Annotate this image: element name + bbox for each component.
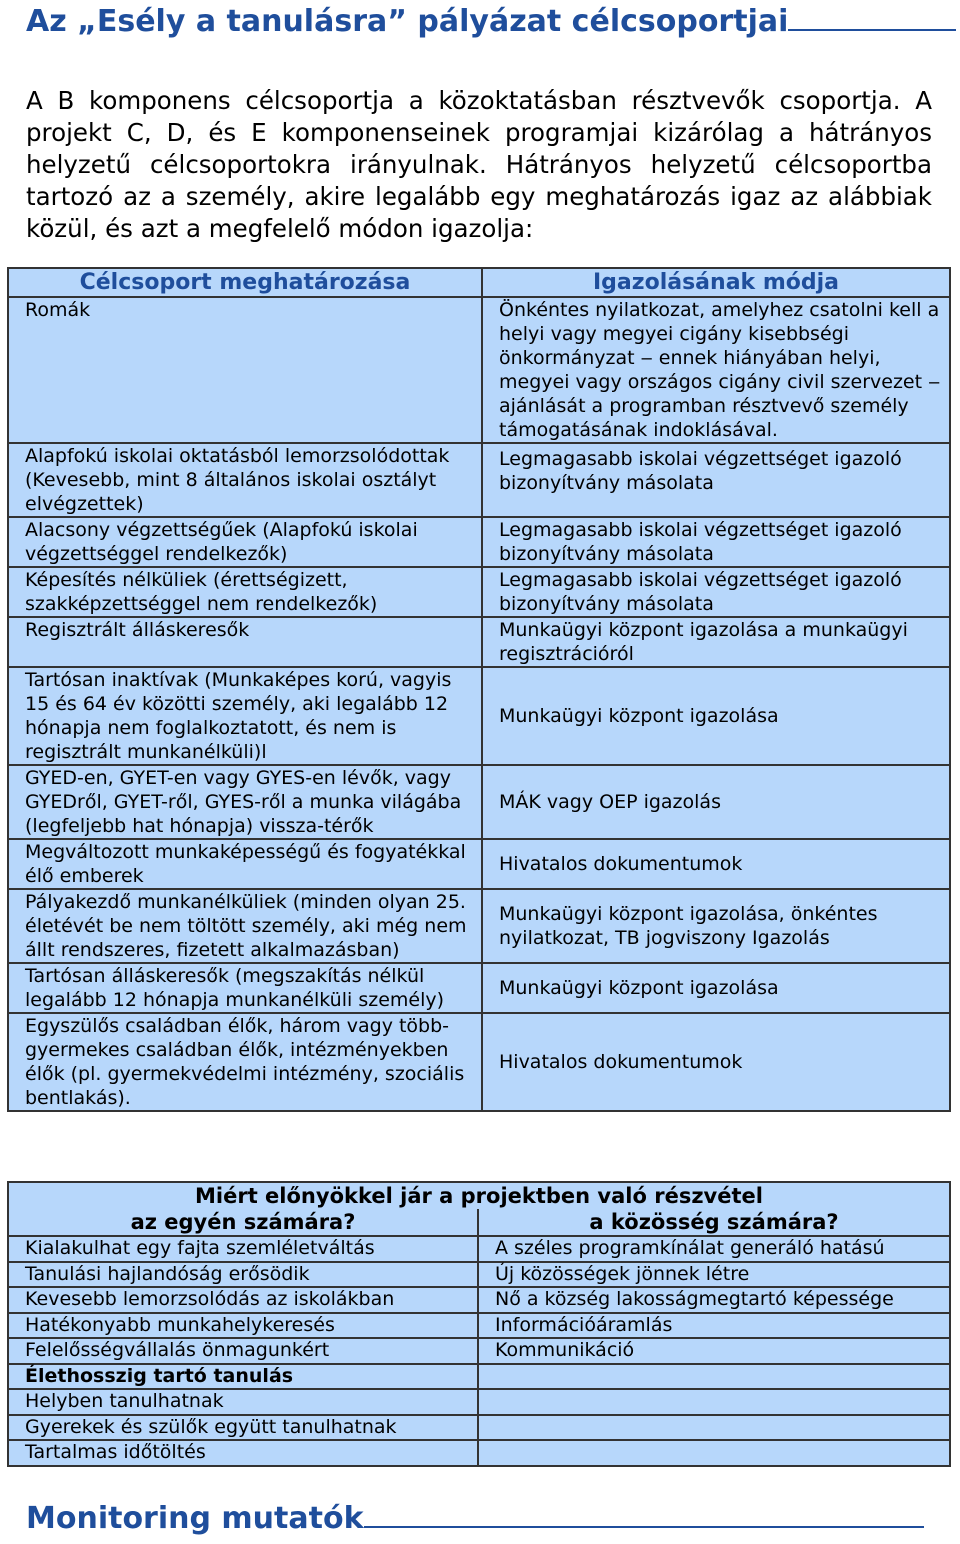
table-row xyxy=(8,517,950,567)
col-header-individual: az egyén számára? xyxy=(8,1209,478,1236)
table-row xyxy=(8,963,950,1013)
page-title xyxy=(26,4,956,39)
table-row xyxy=(8,1440,950,1466)
table-row xyxy=(8,443,950,517)
section-heading-monitoring xyxy=(26,1501,924,1536)
community-benefit: Információáramlás xyxy=(478,1313,950,1339)
title-underline xyxy=(788,28,956,31)
table-row xyxy=(8,1364,950,1390)
table-row xyxy=(8,567,950,617)
section-heading-text: Monitoring mutatók xyxy=(26,1501,364,1536)
group-cell: Egyszülős családban élők, három vagy több-gyermekes családban élők, intézményekben élők (pl. gyermekvédelmi intézmény, szociális bentlakás). xyxy=(8,1013,482,1111)
group-cell: Regisztrált álláskeresők xyxy=(8,617,482,667)
community-benefit: A széles programkínálat generáló hatású xyxy=(478,1236,950,1262)
table-row xyxy=(8,1013,950,1111)
proof-cell: MÁK vagy OEP igazolás xyxy=(482,765,950,839)
col-header-community: a közösség számára? xyxy=(478,1209,950,1236)
group-cell: Pályakezdő munkanélküliek (minden olyan 25. életévét be nem töltött személy, aki még nem állt rendszeres, fizetett alkalmazásban) xyxy=(8,889,482,963)
individual-benefit: Hatékonyabb munkahelykeresés xyxy=(8,1313,478,1339)
table-row xyxy=(8,1287,950,1313)
proof-cell: Munkaügyi központ igazolása xyxy=(482,667,950,765)
proof-cell: Hivatalos dokumentumok xyxy=(482,1013,950,1111)
individual-benefit: Élethosszig tartó tanulás xyxy=(8,1364,478,1390)
table-row xyxy=(8,1262,950,1288)
proof-cell: Legmagasabb iskolai végzettséget igazoló bizonyítvány másolata xyxy=(482,517,950,567)
target-groups-table xyxy=(7,267,951,1112)
benefits-table xyxy=(7,1181,951,1467)
community-benefit xyxy=(478,1389,950,1415)
benefits-caption-row xyxy=(8,1182,950,1209)
community-benefit xyxy=(478,1415,950,1441)
proof-cell: Hivatalos dokumentumok xyxy=(482,839,950,889)
individual-benefit: Felelősségvállalás önmagunkért xyxy=(8,1338,478,1364)
heading-underline xyxy=(364,1525,924,1528)
individual-benefit: Tartalmas időtöltés xyxy=(8,1440,478,1466)
table-row xyxy=(8,617,950,667)
table-row xyxy=(8,1338,950,1364)
intro-paragraph: A B komponens célcsoportja a közoktatásban résztvevők csoportja. A projekt C, D, és E komponenseinek programjai kizárólag a hátrányos helyzetű célcsoportokra irányulnak. Hátrányos helyzetű célcsoportba tartozó az a személy, akire legalább egy meghatározás igaz az alábbiak közül, és azt a megfelelő módon igazolja: xyxy=(26,86,932,243)
table-row xyxy=(8,1236,950,1262)
table-row xyxy=(8,889,950,963)
proof-cell: Munkaügyi központ igazolása xyxy=(482,963,950,1013)
community-benefit: Új közösségek jönnek létre xyxy=(478,1262,950,1288)
table-row xyxy=(8,1389,950,1415)
group-cell: Tartósan álláskeresők (megszakítás nélkül legalább 12 hónapja munkanélküli személy) xyxy=(8,963,482,1013)
individual-benefit: Kevesebb lemorzsolódás az iskolákban xyxy=(8,1287,478,1313)
community-benefit xyxy=(478,1440,950,1466)
group-cell: Tartósan inaktívak (Munkaképes korú, vagyis 15 és 64 év közötti személy, aki legalább 12 hónapja nem foglalkoztatott, és nem is regisztrált munkanélküli)l xyxy=(8,667,482,765)
individual-benefit: Helyben tanulhatnak xyxy=(8,1389,478,1415)
group-cell: Alacsony végzettségűek (Alapfokú iskolai végzettséggel rendelkezők) xyxy=(8,517,482,567)
group-cell: GYED-en, GYET-en vagy GYES-en lévők, vagy GYEDről, GYET-ről, GYES-ről a munka világába (legfeljebb hat hónapja) vissza-térők xyxy=(8,765,482,839)
community-benefit xyxy=(478,1364,950,1390)
proof-cell: Munkaügyi központ igazolása, önkéntes nyilatkozat, TB jogviszony Igazolás xyxy=(482,889,950,963)
table-row xyxy=(8,297,950,443)
individual-benefit: Gyerekek és szülők együtt tanulhatnak xyxy=(8,1415,478,1441)
benefits-caption: Miért előnyökkel jár a projektben való részvétel xyxy=(8,1182,950,1209)
proof-cell: Önkéntes nyilatkozat, amelyhez csatolni kell a helyi vagy megyei cigány kisebbségi önkormányzat ‒ ennek hiányában helyi, megyei vagy országos cigány civil szervezet ‒ ajánlását a programban résztvevő személy támogatásának indoklásával. xyxy=(482,297,950,443)
col-header-proof: Igazolásának módja xyxy=(482,268,950,297)
table-row xyxy=(8,1313,950,1339)
table-row xyxy=(8,765,950,839)
col-header-group: Célcsoport meghatározása xyxy=(8,268,482,297)
individual-benefit: Tanulási hajlandóság erősödik xyxy=(8,1262,478,1288)
group-cell: Alapfokú iskolai oktatásból lemorzsolódottak (Kevesebb, mint 8 általános iskolai osztályt elvégzettek) xyxy=(8,443,482,517)
page-title-text: Az „Esély a tanulásra” pályázat célcsoportjai xyxy=(26,4,789,39)
proof-cell: Legmagasabb iskolai végzettséget igazoló bizonyítvány másolata xyxy=(482,443,950,517)
table-row xyxy=(8,667,950,765)
benefits-header-row xyxy=(8,1209,950,1236)
proof-cell: Munkaügyi központ igazolása a munkaügyi regisztrációról xyxy=(482,617,950,667)
community-benefit: Kommunikáció xyxy=(478,1338,950,1364)
individual-benefit: Kialakulhat egy fajta szemléletváltás xyxy=(8,1236,478,1262)
group-cell: Megváltozott munkaképességű és fogyatékkal élő emberek xyxy=(8,839,482,889)
table-header-row xyxy=(8,268,950,297)
group-cell: Képesítés nélküliek (érettségizett, szakképzettséggel nem rendelkezők) xyxy=(8,567,482,617)
proof-cell: Legmagasabb iskolai végzettséget igazoló bizonyítvány másolata xyxy=(482,567,950,617)
table-row xyxy=(8,1415,950,1441)
table-row xyxy=(8,839,950,889)
group-cell: Romák xyxy=(8,297,482,443)
community-benefit: Nő a község lakosságmegtartó képessége xyxy=(478,1287,950,1313)
